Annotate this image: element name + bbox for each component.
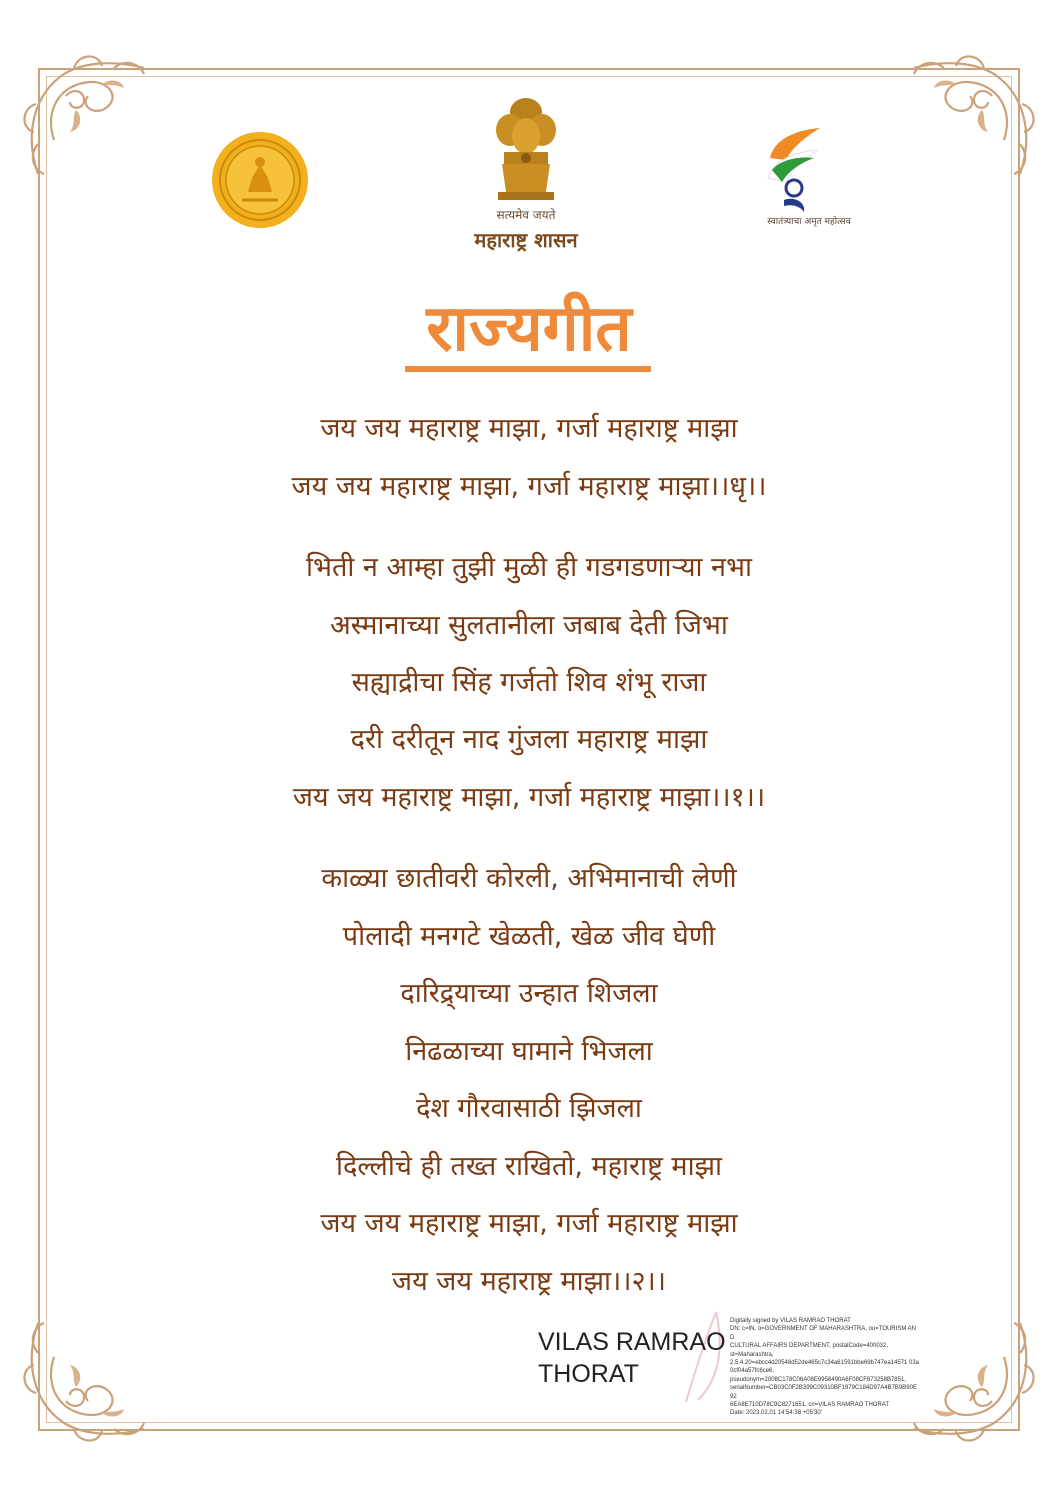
anthem-line: पोलादी मनगटे खेळती, खेळ जीव घेणी: [342, 921, 716, 952]
signature-detail-line: pseudonym=2008C178C06A08E9958490A6F08CF873258B7851,: [730, 1376, 906, 1383]
digital-signature-details: [730, 1317, 920, 1418]
logo-caption: स्वातंत्र्याचा अमृत महोत्सव: [767, 217, 851, 227]
signatory-name-line2: THORAT: [538, 1360, 639, 1388]
signatory-name: [538, 1326, 726, 1390]
signature-detail-line: Date: 2023.02.01 14:54:38 +05'30': [730, 1410, 822, 1417]
anthem-line: निढळाच्या घामाने भिजला: [405, 1036, 653, 1067]
anthem-line: भिती न आम्हा तुझी मुळी ही गडगडणाऱ्या नभा: [305, 552, 753, 583]
anthem-line: जय जय महाराष्ट्र माझा, गर्जा महाराष्ट्र माझा: [320, 1208, 738, 1239]
maharashtra-seal-icon: [210, 130, 310, 230]
amrit-mahotsav-logo-icon: [764, 126, 826, 216]
corner-ornament-top-right: [894, 44, 1044, 194]
signature-detail-line: Digitally signed by VILAS RAMRAO THORAT: [730, 1318, 851, 1324]
anthem-line: अस्मानाच्या सुलतानीला जबाब देती जिभा: [330, 610, 728, 641]
anthem-line: दिल्लीचे ही तख्त राखितो, महाराष्ट्र माझा: [336, 1151, 722, 1182]
anthem-line: दारिद्र्याच्या उन्हात शिजला: [400, 978, 658, 1009]
signature-detail-line: 0cf04a57fc6ce6,: [730, 1368, 775, 1375]
anthem-line: जय जय महाराष्ट्र माझा, गर्जा महाराष्ट्र माझा: [320, 413, 738, 444]
signatory-name-line1: VILAS RAMRAO: [538, 1328, 726, 1356]
signature-detail-line: CULTURAL AFFAIRS DEPARTMENT, postalCode=400032,: [730, 1343, 889, 1350]
anthem-line: सह्याद्रीचा सिंह गर्जतो शिव शंभू राजा: [351, 667, 707, 698]
anthem-line: जय जय महाराष्ट्र माझा, गर्जा महाराष्ट्र माझा।।१।।: [292, 782, 766, 813]
government-name: महाराष्ट्र शासन: [474, 228, 578, 252]
signature-detail-line: DN: c=IN, o=GOVERNMENT OF MAHARASHTRA, ou=TOURISM AND: [730, 1326, 916, 1341]
anthem-line: जय जय महाराष्ट्र माझा, गर्जा महाराष्ट्र माझा।।धृ।।: [291, 471, 767, 502]
corner-ornament-bottom-left: [14, 1303, 164, 1453]
signature-detail-line: st=Maharashtra,: [730, 1351, 774, 1358]
anthem-line: दरी दरीतून नाद गुंजला महाराष्ट्र माझा: [350, 724, 708, 755]
signature-detail-line: 2.5.4.20=ebcc4d20548d52de465c7c34a61591bbe69b747ea14571 03a: [730, 1360, 920, 1367]
signature-detail-line: 6EA8E710D78C9C8271651, cn=VILAS RAMRAO THORAT: [730, 1402, 890, 1409]
anthem-line: काळ्या छातीवरी कोरली, अभिमानाची लेणी: [321, 863, 737, 894]
emblem-motto: सत्यमेव जयते: [496, 208, 556, 222]
corner-ornament-top-left: [14, 44, 164, 194]
page-title: राज्यगीत: [426, 292, 632, 366]
anthem-line: देश गौरवासाठी झिजला: [416, 1093, 642, 1124]
anthem-line: जय जय महाराष्ट्र माझा।।२।।: [392, 1266, 666, 1297]
signature-detail-line: serialNumber=CB03C0F2B399C09310BF1979C184D97A4B7B9B90E92: [730, 1385, 917, 1400]
title-underline: [405, 366, 651, 372]
national-emblem-icon: [488, 96, 564, 202]
